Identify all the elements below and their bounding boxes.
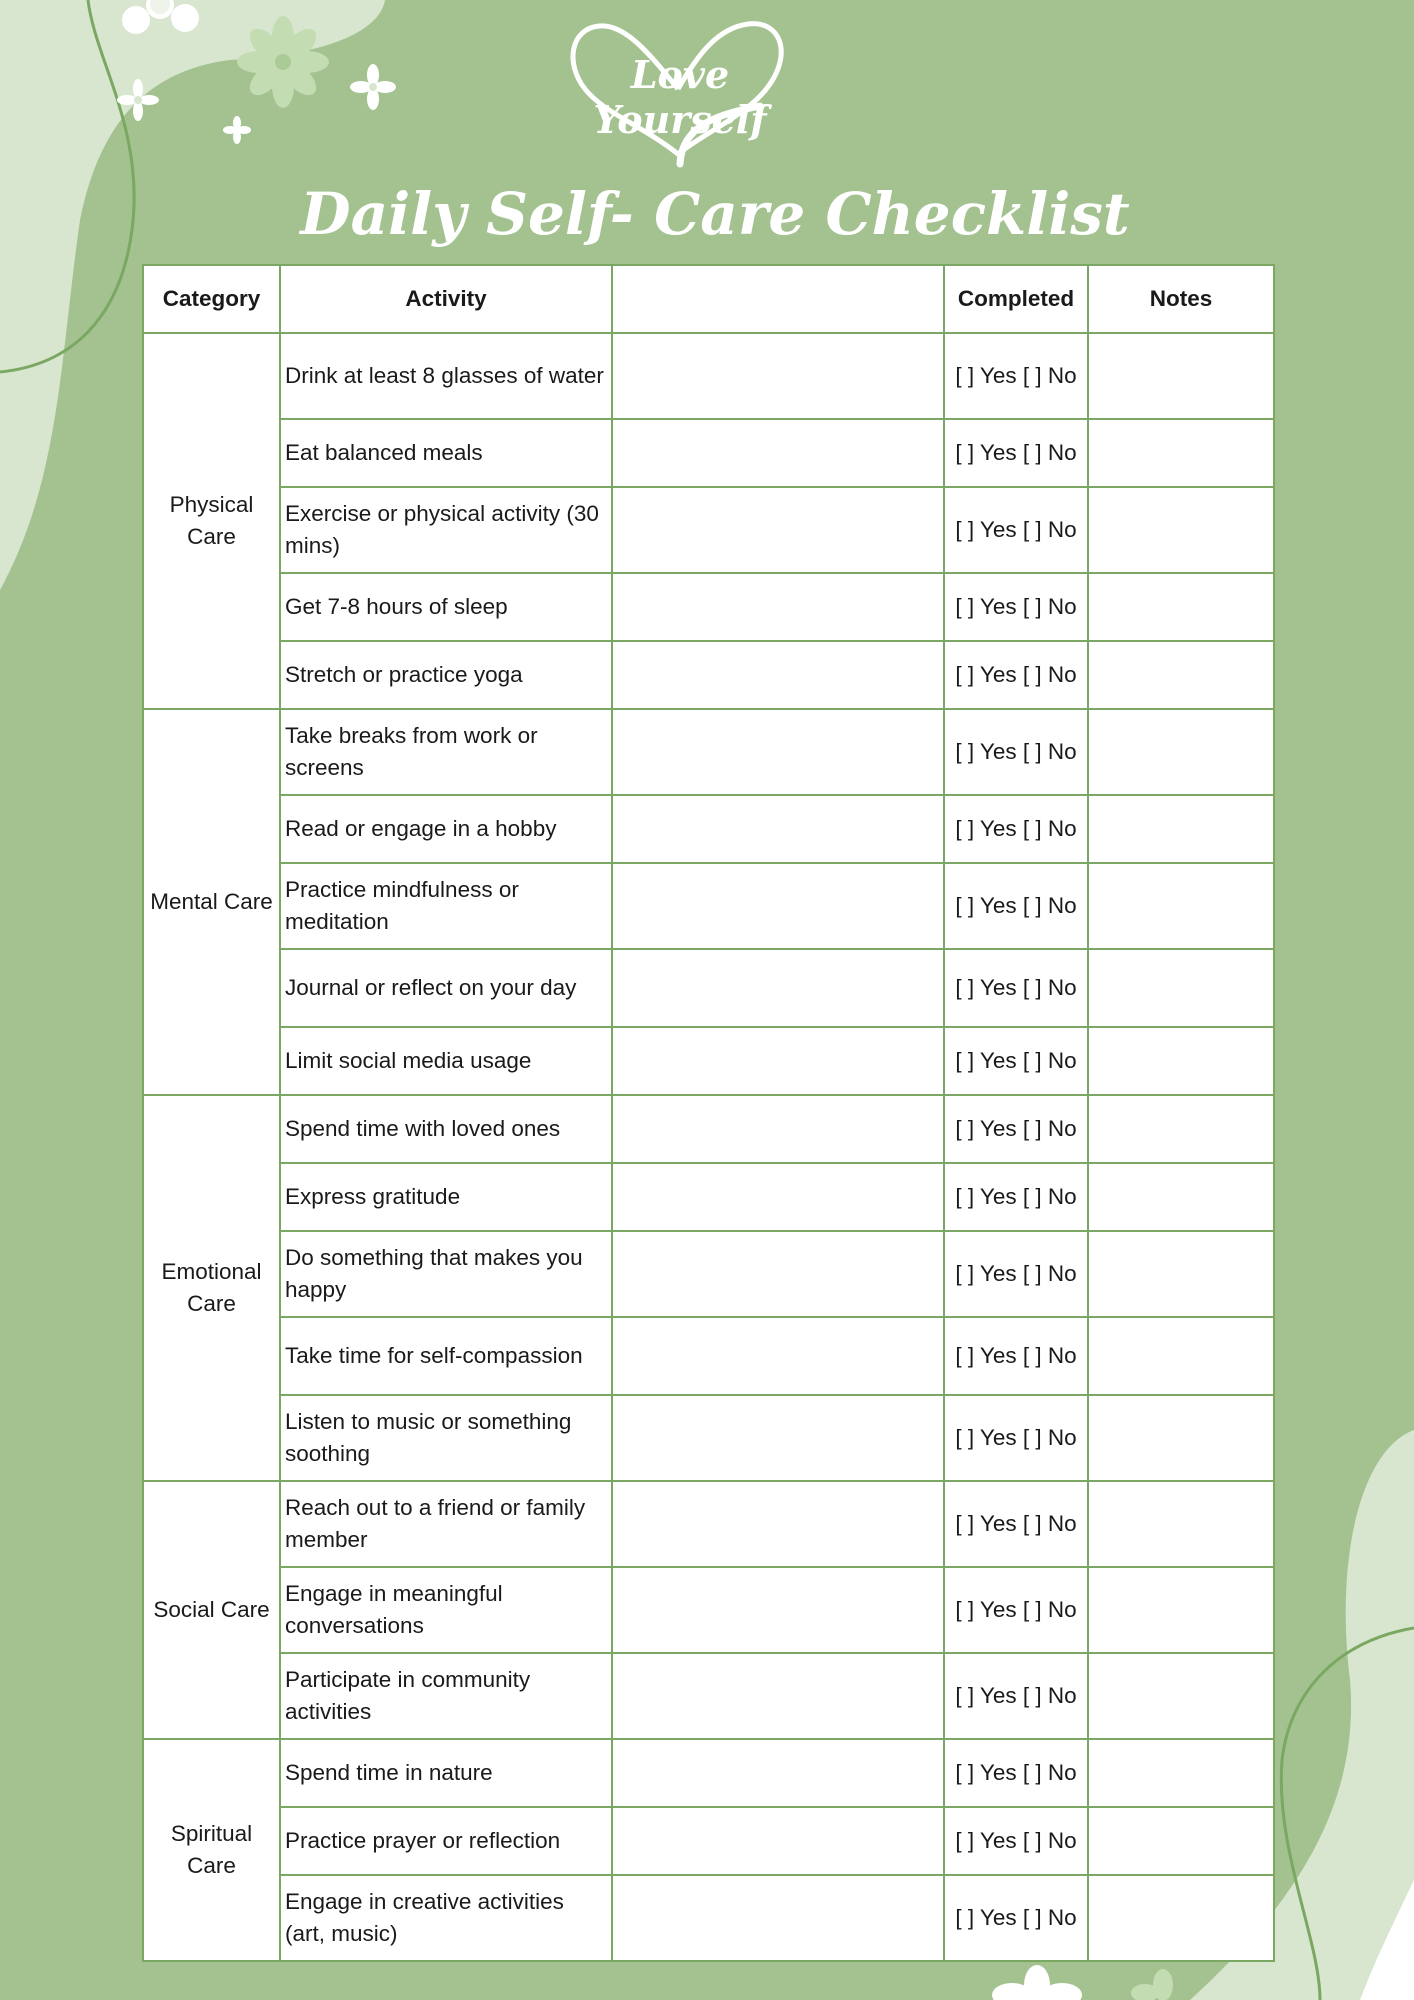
column-header-notes: Notes [1088,265,1274,333]
table-row [143,1807,1274,1875]
table-header-row [143,265,1274,333]
completed-cell[interactable]: [ ] Yes [ ] No [944,1739,1088,1807]
table-row [143,1567,1274,1653]
notes-cell[interactable] [1088,1875,1274,1961]
notes-cell[interactable] [1088,709,1274,795]
completed-cell[interactable]: [ ] Yes [ ] No [944,1395,1088,1481]
notes-cell[interactable] [1088,1739,1274,1807]
completed-cell[interactable]: [ ] Yes [ ] No [944,419,1088,487]
activity-cell: Take time for self-compassion [280,1317,612,1395]
blank-cell[interactable] [612,709,944,795]
table-row [143,573,1274,641]
activity-cell: Take breaks from work or screens [280,709,612,795]
blank-cell[interactable] [612,1231,944,1317]
completed-cell[interactable]: [ ] Yes [ ] No [944,1027,1088,1095]
completed-cell[interactable]: [ ] Yes [ ] No [944,1875,1088,1961]
completed-cell[interactable]: [ ] Yes [ ] No [944,949,1088,1027]
completed-cell[interactable]: [ ] Yes [ ] No [944,333,1088,419]
notes-cell[interactable] [1088,1807,1274,1875]
table-row [143,1395,1274,1481]
completed-cell[interactable]: [ ] Yes [ ] No [944,487,1088,573]
table-row [143,419,1274,487]
table-row [143,709,1274,795]
activity-cell: Get 7-8 hours of sleep [280,573,612,641]
activity-cell: Do something that makes you happy [280,1231,612,1317]
blank-cell[interactable] [612,795,944,863]
activity-cell: Journal or reflect on your day [280,949,612,1027]
completed-cell[interactable]: [ ] Yes [ ] No [944,1567,1088,1653]
table-row [143,949,1274,1027]
activity-cell: Limit social media usage [280,1027,612,1095]
notes-cell[interactable] [1088,487,1274,573]
notes-cell[interactable] [1088,795,1274,863]
column-header-activity: Activity [280,265,612,333]
completed-cell[interactable]: [ ] Yes [ ] No [944,641,1088,709]
completed-cell[interactable]: [ ] Yes [ ] No [944,1095,1088,1163]
table-row [143,333,1274,419]
activity-cell: Practice mindfulness or meditation [280,863,612,949]
table-row [143,1481,1274,1567]
blank-cell[interactable] [612,1027,944,1095]
blank-cell[interactable] [612,641,944,709]
completed-cell[interactable]: [ ] Yes [ ] No [944,1163,1088,1231]
completed-cell[interactable]: [ ] Yes [ ] No [944,1317,1088,1395]
completed-cell[interactable]: [ ] Yes [ ] No [944,573,1088,641]
blank-cell[interactable] [612,1095,944,1163]
notes-cell[interactable] [1088,1317,1274,1395]
blank-cell[interactable] [612,573,944,641]
blank-cell[interactable] [612,863,944,949]
completed-cell[interactable]: [ ] Yes [ ] No [944,1807,1088,1875]
column-header-category: Category [143,265,280,333]
flower-icon [223,116,251,144]
activity-cell: Spend time in nature [280,1739,612,1807]
blank-cell[interactable] [612,1653,944,1739]
activity-cell: Eat balanced meals [280,419,612,487]
page-title: Daily Self- Care Checklist [300,180,1130,248]
table-row [143,795,1274,863]
activity-cell: Stretch or practice yoga [280,641,612,709]
activity-cell: Practice prayer or reflection [280,1807,612,1875]
notes-cell[interactable] [1088,1095,1274,1163]
blank-cell[interactable] [612,1875,944,1961]
activity-cell: Read or engage in a hobby [280,795,612,863]
table-row [143,1027,1274,1095]
table-row [143,487,1274,573]
completed-cell[interactable]: [ ] Yes [ ] No [944,1481,1088,1567]
activity-cell: Participate in community activities [280,1653,612,1739]
notes-cell[interactable] [1088,333,1274,419]
table-row [143,1875,1274,1961]
notes-cell[interactable] [1088,1567,1274,1653]
notes-cell[interactable] [1088,1027,1274,1095]
notes-cell[interactable] [1088,419,1274,487]
table-row [143,1163,1274,1231]
table-row [143,1231,1274,1317]
activity-cell: Drink at least 8 glasses of water [280,333,612,419]
completed-cell[interactable]: [ ] Yes [ ] No [944,863,1088,949]
activity-cell: Express gratitude [280,1163,612,1231]
activity-cell: Engage in meaningful conversations [280,1567,612,1653]
notes-cell[interactable] [1088,949,1274,1027]
completed-cell[interactable]: [ ] Yes [ ] No [944,709,1088,795]
notes-cell[interactable] [1088,1481,1274,1567]
notes-cell[interactable] [1088,1231,1274,1317]
blank-cell[interactable] [612,487,944,573]
table-row [143,1095,1274,1163]
category-spiritual-care: Spiritual Care [143,1739,280,1961]
logo-text: Love Yourself [593,52,767,142]
table-row [143,1739,1274,1807]
activity-cell: Spend time with loved ones [280,1095,612,1163]
blank-cell[interactable] [612,1395,944,1481]
flower-icon [1131,1969,1173,2000]
notes-cell[interactable] [1088,1163,1274,1231]
completed-cell[interactable]: [ ] Yes [ ] No [944,1653,1088,1739]
notes-cell[interactable] [1088,641,1274,709]
completed-cell[interactable]: [ ] Yes [ ] No [944,1231,1088,1317]
notes-cell[interactable] [1088,1653,1274,1739]
category-emotional-care: Emotional Care [143,1095,280,1481]
table-row [143,863,1274,949]
category-social-care: Social Care [143,1481,280,1739]
table-row [143,641,1274,709]
column-header-completed: Completed [944,265,1088,333]
checklist-table [142,264,1275,1962]
column-header-blank [612,265,944,333]
blank-cell[interactable] [612,1807,944,1875]
category-physical-care: Physical Care [143,333,280,709]
activity-cell: Engage in creative activities (art, music) [280,1875,612,1961]
flower-icon [992,1965,1082,2000]
notes-cell[interactable] [1088,863,1274,949]
blank-cell[interactable] [612,1163,944,1231]
activity-cell: Listen to music or something soothing [280,1395,612,1481]
blank-cell[interactable] [612,949,944,1027]
notes-cell[interactable] [1088,573,1274,641]
blank-cell[interactable] [612,1567,944,1653]
table-row [143,1317,1274,1395]
blank-cell[interactable] [612,333,944,419]
category-mental-care: Mental Care [143,709,280,1095]
activity-cell: Exercise or physical activity (30 mins) [280,487,612,573]
blank-cell[interactable] [612,1317,944,1395]
blank-cell[interactable] [612,1481,944,1567]
activity-cell: Reach out to a friend or family member [280,1481,612,1567]
completed-cell[interactable]: [ ] Yes [ ] No [944,795,1088,863]
table-row [143,1653,1274,1739]
blank-cell[interactable] [612,1739,944,1807]
notes-cell[interactable] [1088,1395,1274,1481]
flower-icon [350,64,396,110]
blank-cell[interactable] [612,419,944,487]
